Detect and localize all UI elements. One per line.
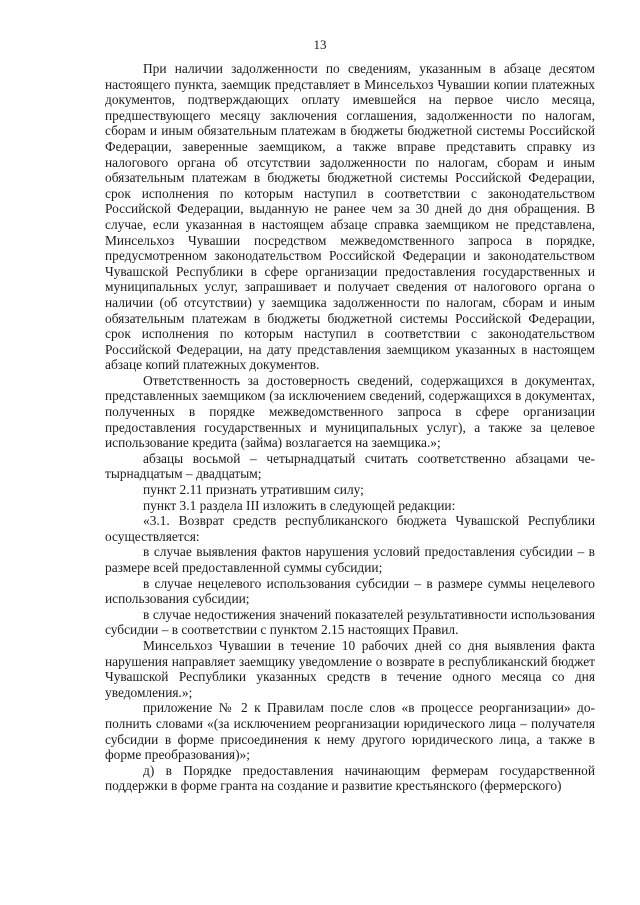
paragraph: пункт 3.1 раздела III изложить в следующей редакции: [143, 497, 456, 513]
paragraph: в случае выявления фактов нарушения условий предоставления субсидии – в размере всей предоставленной суммы субсидии; [105, 544, 595, 575]
paragraph: пункт 2.11 признать утратившим силу; [143, 482, 364, 498]
paragraph: При наличии задолженности по сведениям, указанным в абзаце десятом настоящего пункта, заемщик представляет в Минсельхоз Чувашии копии платежных документов, подтверждающих оплату имевшейся на первое число месяца, предшествующего месяцу заключения соглашения, задолженности по налогам, сборам и иным обязательным платежам в бюджеты бюджетной системы Российской Федерации, заверенные заемщиком, а также вправе представить справку из налогового органа об отсутствии задолженности по налогам, сборам и иным обязательным платежам в бюджеты бюджетной системы Российской Федерации, срок исполнения по которым наступил в соответствии с законодательством Российской Федерации, выданную не ранее чем за 30 дней до дня обращения. В случае, если указанная в настоящем абзаце справка заемщиком не представлена, Минсельхоз Чувашии посредством межведомственного запроса в порядке, предусмотренном законодательством Российской Федерации и законодательством Чувашской Республики в сфере организации предоставления государственных и муниципальных услуг, запрашивает и получает сведения от налогового органа о наличии (об отсутствии) у заемщика задолженности по налогам, сборам и иным обязательным платежам в бюджеты бюджетной системы Российской Федерации, срок исполнения по которым наступил в соответствии с законодательством Российской Федерации, на дату представления заемщиком указанных в настоящем абзаце копий платежных документов. [105, 61, 595, 373]
paragraph: в случае нецелевого использования субсидии – в размере суммы нецелевого использования субсидии; [105, 575, 595, 607]
paragraph: Ответственность за достоверность сведений, содержащихся в документах, представленных заемщиком (за исключением сведений, содержащихся в документах, полученных в порядке межведомственного запроса в сфере организации предоставления государственных и муниципальных услуг), а также за целевое использование кредита (займа) возлагается на заемщика.»; [105, 372, 595, 451]
paragraph: Минсельхоз Чувашии в течение 10 рабочих дней со дня выявления факта нарушения направляет заемщику уведомление о возврате в республиканский бюджет Чувашской Республики указанных средств в течение одного месяца со дня уведомления.»; [105, 637, 595, 700]
document-body [105, 61, 595, 794]
paragraph: д) в Порядке предоставления начинающим фермерам государственной поддержки в форме гранта на создание и развитие крестьянского (фермерского) [105, 762, 595, 794]
page-number: 13 [313, 37, 327, 52]
paragraph: абзацы восьмой – четырнадцатый считать соответственно абзацами четырнадцатым – двадцатым; [105, 450, 595, 482]
paragraph: в случае недостижения значений показателей результативности использования субсидии – в соответствии с пунктом 2.15 настоящих Правил. [105, 606, 595, 638]
paragraph: приложение № 2 к Правилам после слов «в процессе реорганизации» дополнить словами «(за исключением реорганизации юридического лица – получателя субсидии в форме присоединения к нему другого юридического лица, а также в форме преобразования)»; [105, 700, 595, 763]
paragraph: «3.1. Возврат средств республиканского бюджета Чувашской Республики осуществляется: [105, 513, 595, 544]
